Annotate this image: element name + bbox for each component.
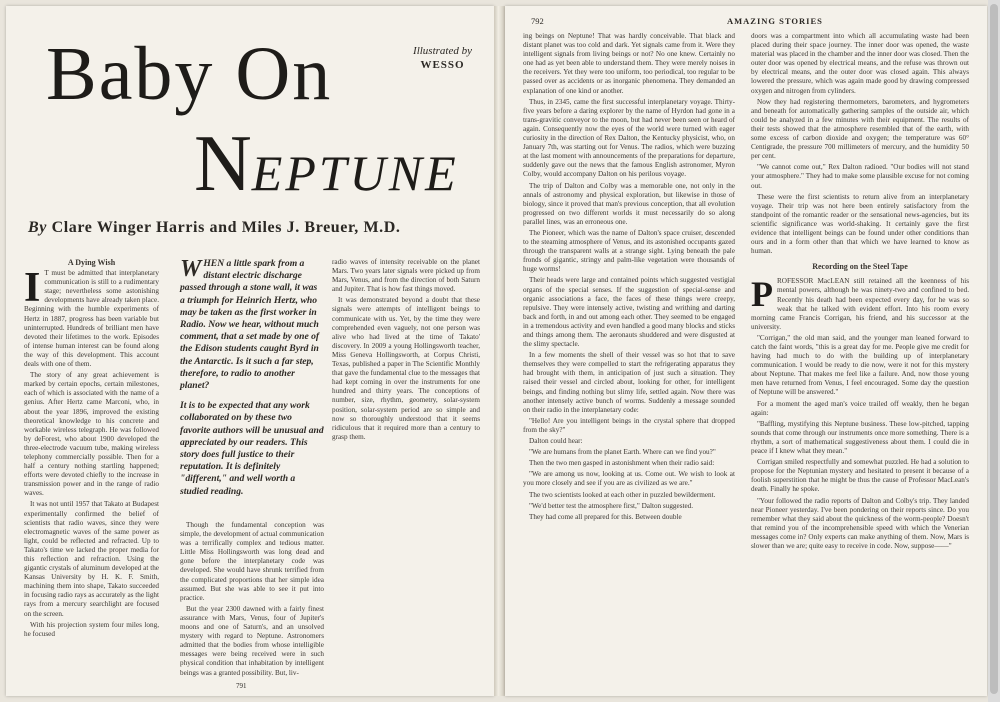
right-page [505, 6, 987, 696]
paragraph: For a moment the aged man's voice trailed off weakly, then he began again: [751, 399, 969, 417]
intro-paragraph-2: It is to be expected that any work collaborated on by these two favorite authors will be unusual and appreciated by our readers. This story does full justice to their reputation. It is definitely "different," and well worth a studied reading. [180, 400, 324, 497]
paragraph: "Your followed the radio reports of Dalton and Colby's trip. They landed near Pioneer yesterday. I've been pondering on their reports since. Do you remember what they said about the quickness of the worm-people? Doesn't that remind you of the incomprehensible speed with which the Venerian messages come in? Only experts can make anything of them. Now, Mars is slower than we are; quite easy to receive in code. Now, suppose——" [751, 496, 969, 550]
paragraph: The Pioneer, which was the name of Dalton's space cruiser, descended to the steaming atmosphere of Venus, and its astonished occupants gazed through the transparent walls at a strange sight. Lying beneath the pale fronds of gigantic, stringy and palm-like vegetation were thousands of huge worms! [523, 228, 735, 274]
paragraph: doors was a compartment into which all accumulating waste had been placed during their space journey. The inner door was opened, the waste material was placed in the chamber and the inner door was closed. Then the outer door was opened by electrical means, and the refuse was thrown out by electrical means, and the outer door was closed again. This always lowered the pressure, which was again made good by drawing compressed oxygen and nitrogen from cylinders. [751, 32, 969, 95]
left-column-2 [180, 521, 324, 681]
drop-cap-p: P [751, 274, 773, 315]
paragraph: But the year 2300 dawned with a fairly finest assurance with Mars, Venus, four of Jupiter's moons and one of Saturn's, and an unsolved mystery with regard to Neptune. Astronomers admitted that the bodies from whose intelligible messages were being received were in such physical condition that inhabitation by intelligent beings was a granted possibility. But, liv- [180, 604, 324, 677]
paragraph: "Baffling, mystifying this Neptune business. These low-pitched, tapping sounds that come through our instruments once more something. There is a rhythm, a sort of mathematical suggestiveness about them. I could die in peace if I knew what they mean." [751, 419, 969, 456]
paragraph: Corrigan smiled respectfully and somewhat puzzled. He had a solution to propose for the Neptunian mystery and hesitated to present it because of a foolish superstition that he might be thus the cause of Professor MacLean's death. Finally he spoke. [751, 458, 969, 494]
magazine-name: AMAZING STORIES [727, 16, 823, 26]
paragraph: "We cannot come out," Rex Dalton radioed. "Our bodies will not stand your atmosphere." They had to make some plausible excuse for not coming out. [751, 163, 969, 190]
paragraph: The two scientists looked at each other in puzzled bewilderment. [529, 490, 716, 499]
paragraph: Then the two men gasped in astonishment when their radio said: [529, 459, 715, 468]
scrollbar[interactable] [988, 0, 1000, 702]
intro-drop-letter: W [180, 256, 202, 282]
opening-paragraph: I T must be admitted that interplanetary communication is still to a rudimentary stage; nevertheless some astonishing developments have already taken place. Beginning with the humble experiments of Hertz in 1887, progress has been variable but uninterrupted. Hundreds of brilliant men have devoted their lifetimes to the work. Episodes of intense human interest can be found along the way of this development. This account deals with one of them. [24, 265, 159, 369]
paragraph: Though the fundamental conception was simple, the development of actual communication was a terrifically complex and tedious matter. Little Miss Hollingsworth was long dead and gone before the interplanetary code was developed. She would have shrunk terrified from the complicated proportions that her simple idea assumed. But she was able to see it put into practice. [180, 521, 324, 602]
paragraph: It was not until 1957 that Takato at Budapest experimentally confirmed the belief of scientists that radio waves, since they were electromagnetic waves of the same power as light, could be reflected and refracted. Up to Takato's time we lacked the proper media for this reflection and refraction. Using the gigantic crystals of aluminum developed at the Kansas University by H. K. F. Smith, machining them into shape, Takato succeeded in focusing radio rays as accurately as the light rays from a mercury searchlight are focused on the screen. [24, 500, 159, 618]
editorial-intro [180, 258, 324, 506]
book-gutter [494, 6, 505, 696]
intro-paragraph-1: WHEN a little spark from a distant electric discharge passed through a stone wall, it was a triumph for Heinrich Hertz, who may be taken as the first worker in Radio. Now we hear, without much comment, that a set made by one of the Edison students caught Byrd in the Antarctic. Is it such a far step, therefore, to radio to another planet? [180, 256, 320, 392]
paragraph: ing beings on Neptune! That was hardly conceivable. That black and distant planet was too cold and dark. Yet signals came from it. Were they intelligent signals from living beings or not? No one knew. Certainly no one had as yet been able to understand them. They were merely noises in the receivers. Yet they were too uniform, too periodical, too regular to be passed over as accidents or as inorganic phenomena. They demanded an explanation of one kind or another. [523, 32, 735, 95]
paragraph: "We'd better test the atmosphere first," Dalton suggested. [529, 501, 694, 510]
left-page [6, 6, 494, 696]
paragraph: "Corrigan," the old man said, and the younger man leaned forward to catch the faint words, "this is a great day for me. People give me credit for having had much to do with the building up of interplanetary communication. I would be ready to die now, were it not for this mystery about Neptune. That makes me feel like a failure. And, now those young men have returned from Venus, I feel encouraged. Some day the question of Neptune will be answered." [751, 333, 969, 397]
paragraph: "We are humans from the planet Earth. Where can we find you?" [529, 448, 716, 457]
title-rest: EPTUNE [251, 145, 459, 201]
illustration-credit [413, 44, 472, 72]
paragraph: Now they had registering thermometers, barometers, and hygrometers and beneath for automatically gathering samples of the outside air, which could be analyzed in a few minutes with their equipment. The results of their tests showed that the atmosphere resembled that of the earth, with some excess of carbon dioxide and oxygen; the temperature was 60° Centigrade, the pressure 700 millimeters of mercury, and the humidity 50 per cent. [751, 97, 969, 161]
paragraph: These were the first scientists to return alive from an interplanetary voyage. Their trip was not here been entirely satisfactory from the standpoint of the romantic reader or the sensational news-agencies, but its scientific significance was world-shaking. It certainly gave the first evidence that intelligent beings can be found under other conditions than ours and in a form other than that which we have learned to know as human. [751, 192, 969, 256]
title-cap: N [194, 120, 252, 208]
illustrator-name: WESSO [420, 59, 465, 71]
paragraph: "Hello! Are you intelligent beings in the crystal sphere that dropped from the sky?" [523, 416, 735, 434]
paragraph: Their heads were large and contained points which suggested vestigial organs of the special senses. If the suggestion of special-sense and organic associations a face, the faces of these things were creepy, repulsive. They were intensely active, twisting and writhing and darting back and forth, in and out among each other. They seemed to be engaged in a tremendous activity and even handled a good many blocks and sticks and things among them. The aeronauts shuddered and were disgusted at the slimy spectacle. [523, 276, 735, 349]
section-opening-paragraph: PROFESSOR MacLEAN still retained all the keenness of his mental powers, although he was ninety-two and confined to bed. Recently his death had been expected every day, for he was so weak that he talked with evident effort. Into his room every morning came Francis Corrigan, his friend, and his successor at the university. [751, 274, 969, 331]
page-number-left: 791 [236, 682, 247, 690]
paragraph: The trip of Dalton and Colby was a memorable one, not only in the annals of astronomy and physical exploration, but likewise in those of biology, since it proved that man's previous conception, that all evolution progressed on two different worlds it must necessarily do so along parallel lines, was an erroneous one. [523, 181, 735, 226]
subhead: A Dying Wish [67, 258, 116, 267]
paragraph: The story of any great achievement is marked by certain epochs, certain milestones, each of which is associated with the name of a genius. After Hertz came Marconi, who, in about the year 1896, improved the existing theoretical knowledge to his concrete and workable wireless telegraph. He was followed by deForest, who about 1900 developed the three-electrode vacuum tube, making wireless telephony commercially possible. Then for a half a century nothing startling happened; efforts were devoted chiefly to the increase in transmission power and in the range of radio waves. [24, 371, 159, 498]
left-column-3 [332, 258, 480, 680]
title-line-1: Baby On [46, 32, 333, 116]
right-column-2 [751, 32, 969, 682]
paragraph: It was demonstrated beyond a doubt that these signals were attempts of intelligent beings to communicate with us. Yet, by the time they were comprehended even vaguely, not one person was alive who had lived at the time of Takato' discovery. In 2009 a young Hollingsworth teacher, Miss Geneva Hollingsworth, at Corpus Christi, Texas, published a paper in The Scientific Monthly that gave the fundamental clue to the messages that had kept coming in over the instruments for one hundred and thirty years. The conceptions of number, size, rhythm, geometry, solar-system position, solar-system period are so simple and now so thoroughly understood that it seems ridiculous that it required more than a century to grasp them. [332, 296, 480, 441]
drop-cap: I [24, 265, 41, 312]
paragraph: "We are among us now, looking at us. Come out. We wish to look at you more closely and see if you are as civilized as we are." [523, 470, 735, 488]
illustrated-label: Illustrated by [413, 45, 472, 57]
paragraph: radio waves of intensity receivable on the planet Mars. Two years later signals were picked up from Mars, Venus, and from the direction of both Saturn and Jupiter. That is how fast things moved. [332, 258, 480, 294]
paragraph: Dalton could hear: [529, 437, 583, 446]
paragraph: In a few moments the shell of their vessel was so hot that to save themselves they were compelled to start the refrigerating apparatus they had brought with them, in anticipation of just such a situation. They raised their vessel and circled about, looking for other, for intelligent beings, and finding nothing but slimy life, settled again. Now there was another intensely active bunch of worms. Suddenly a message sounded on their radio in the interplanetary code: [523, 351, 735, 414]
scrollbar-thumb[interactable] [990, 4, 998, 694]
right-column-1 [523, 32, 735, 682]
paragraph: They had come all prepared for this. Between double [529, 512, 682, 521]
byline-authors: Clare Winger Harris and Miles J. Breuer, M.D. [51, 219, 401, 236]
left-column-1 [24, 258, 159, 680]
section-heading: Recording on the Steel Tape [812, 262, 908, 272]
page-number-right: 792 [531, 16, 544, 26]
byline [28, 219, 478, 237]
title-line-2 [194, 120, 459, 208]
byline-by: By [28, 219, 47, 236]
paragraph: Thus, in 2345, came the first successful interplanetary voyage. Thirty-five years before a daring explorer by the name of Hyrdon had gone in a trans-gravitic conveyor to the moon, but had never been seen or heard of again. Consequently now the eyes of the world were turned with eager curiosity in the direction of Rex Dalton, the Kentucky physicist, who, on January 7th, was starting out for Venus. The radios, which were buzzing at the last moment with announcements of the preparations for departure, suddenly gave out the news that the famous English astronomer, Myron Colby, would accompany Dalton on his perilous voyage. [523, 97, 735, 179]
paragraph: With his projection system four miles long, he focused [24, 620, 159, 638]
